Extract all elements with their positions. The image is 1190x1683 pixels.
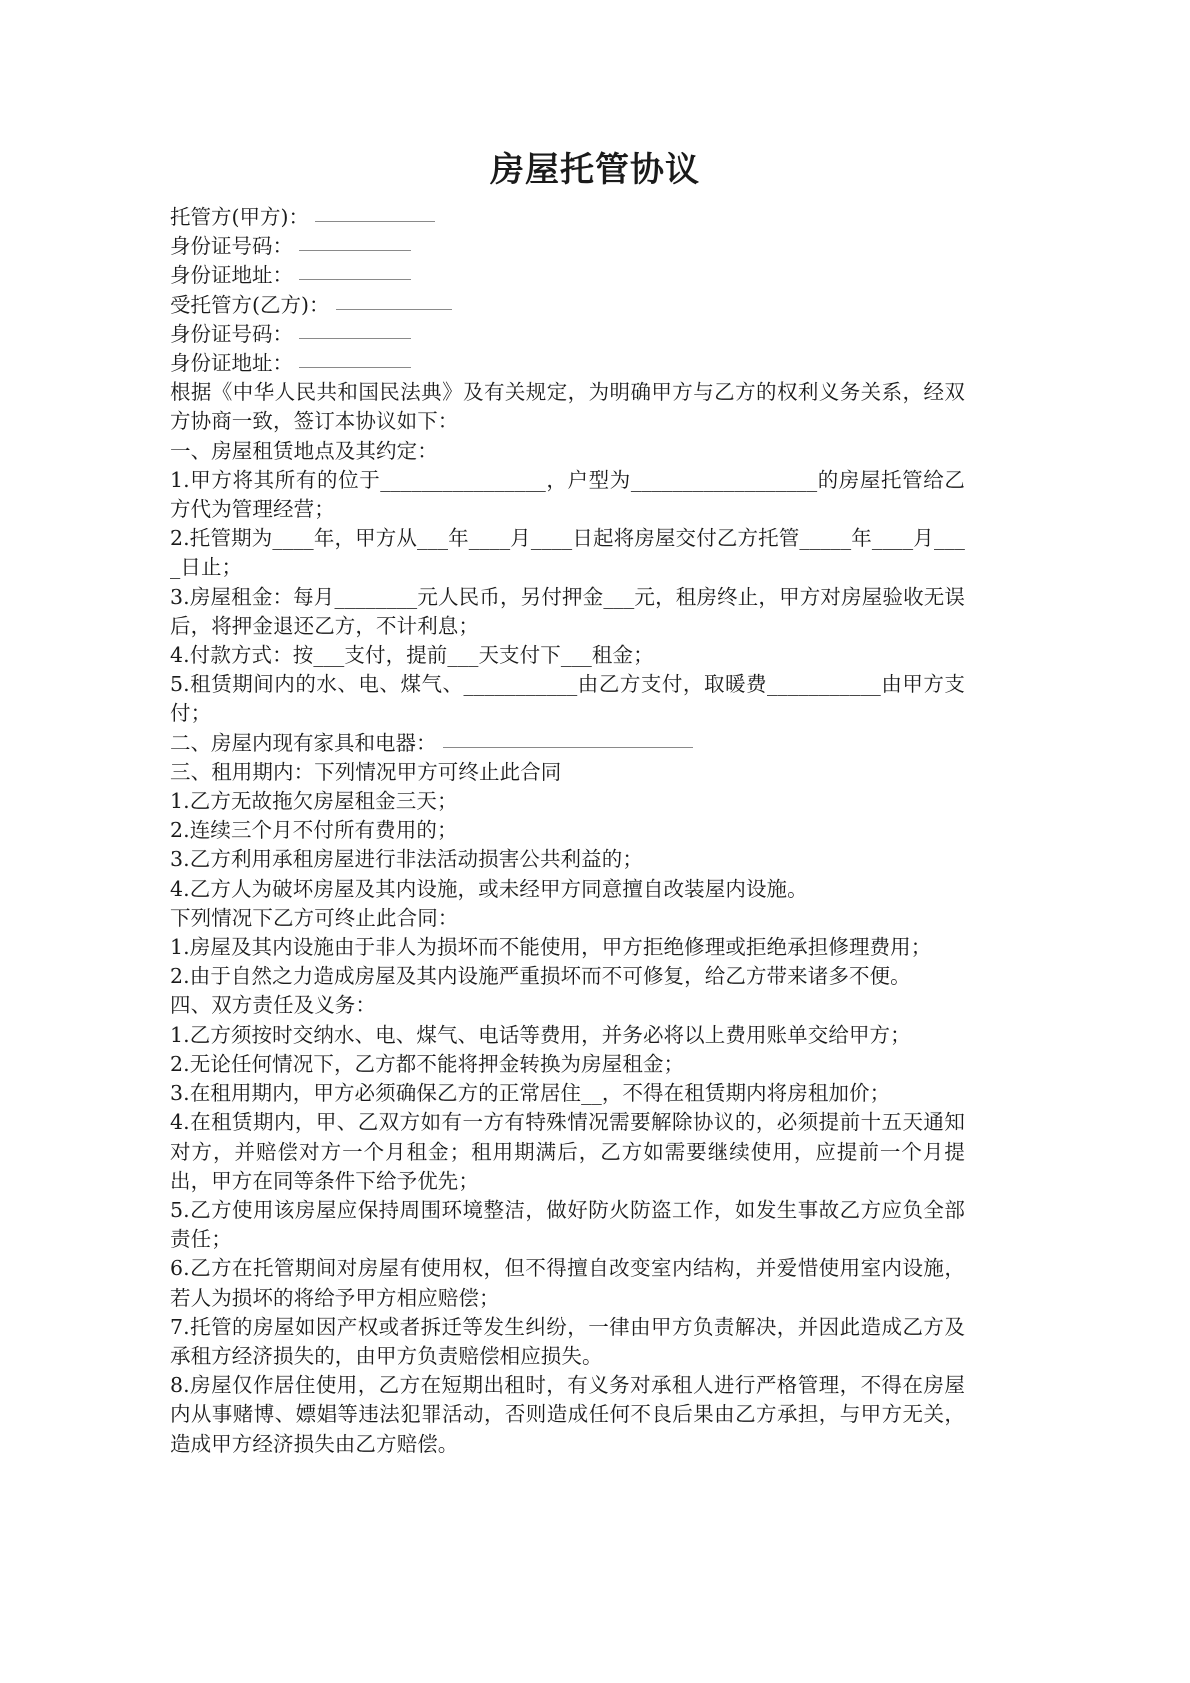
section-4-item-1: 1.乙方须按时交纳水、电、煤气、电话等费用，并务必将以上费用账单交给甲方；: [170, 1022, 911, 1047]
field-row-trustee: [170, 291, 965, 320]
field-rule-trustor[interactable]: [315, 221, 435, 222]
section-3-item-3: 3.乙方利用承租房屋进行非法活动损害公共利益的；: [170, 847, 643, 872]
section-3-subitem-2: 2.由于自然之力造成房屋及其内设施严重损坏而不可修复，给乙方带来诸多不便。: [170, 964, 911, 989]
section-1-item-4: 4.付款方式：按___支付，提前___天支付下___租金；: [170, 643, 654, 668]
field-rule-trustee-address[interactable]: [299, 367, 411, 368]
field-label-trustee-address: 身份证地址：: [170, 351, 293, 376]
field-rule-trustee-id[interactable]: [299, 338, 411, 339]
field-label-trustee-id: 身份证号码：: [170, 321, 293, 346]
section-3-item-4: 4.乙方人为破坏房屋及其内设施，或未经甲方同意擅自改装屋内设施。: [170, 876, 808, 901]
furniture-appliances-rule[interactable]: [443, 747, 693, 748]
section-heading-2: 二、房屋内现有家具和电器：: [170, 730, 437, 755]
section-heading-1: 一、房屋租赁地点及其约定：: [170, 438, 438, 463]
field-rule-trustor-address[interactable]: [299, 279, 411, 280]
section-1-item-1: 1.甲方将其所有的位于________________，户型为__________________的房屋托管给乙方代为管理经营；: [170, 467, 965, 522]
section-4-item-2: 2.无论任何情况下，乙方都不能将押金转换为房屋租金；: [170, 1051, 685, 1076]
field-label-trustor-id: 身份证号码：: [170, 234, 293, 259]
field-row-trustor: [170, 203, 965, 232]
section-1-item-3: 3.房屋租金：每月________元人民币，另付押金___元，租房终止，甲方对房屋验收无误后，将押金退还乙方，不计利息；: [170, 584, 965, 638]
section-4-item-4: 4.在租赁期内，甲、乙双方如有一方有特殊情况需要解除协议的，必须提前十五天通知对方，并赔偿对方一个月租金；租用期满后，乙方如需要继续使用，应提前一个月提出，甲方在同等条件下给予优先；: [170, 1110, 965, 1193]
section-4-item-5: 5.乙方使用该房屋应保持周围环境整洁，做好防火防盗工作，如发生事故乙方应负全部责任；: [170, 1197, 965, 1252]
field-label-trustor: 托管方(甲方)：: [170, 205, 309, 229]
section-heading-3: 三、租用期内：下列情况甲方可终止此合同: [170, 759, 562, 784]
section-3-item-2: 2.连续三个月不付所有费用的；: [170, 818, 458, 843]
preamble-paragraph: 根据《中华人民共和国民法典》及有关规定，为明确甲方与乙方的权利义务关系，经双方协商一致，签订本协议如下：: [170, 380, 965, 434]
section-heading-4: 四、双方责任及义务：: [170, 993, 376, 1018]
section-4-item-6: 6.乙方在托管期间对房屋有使用权，但不得擅自改变室内结构，并爱惜使用室内设施，若人为损坏的将给予甲方相应赔偿；: [170, 1256, 965, 1310]
document-body: [170, 203, 965, 1459]
section-4-item-8: 8.房屋仅作居住使用，乙方在短期出租时，有义务对承租人进行严格管理，不得在房屋内从事赌博、嫖娼等违法犯罪活动，否则造成任何不良后果由乙方承担，与甲方无关，造成甲方经济损失由乙方赔偿。: [170, 1373, 965, 1456]
field-label-trustor-address: 身份证地址：: [170, 263, 293, 288]
field-row-trustee-id: [170, 320, 965, 349]
section-3-subheading: 下列情况下乙方可终止此合同：: [170, 905, 459, 930]
field-label-trustee: 受托管方(乙方)：: [170, 292, 330, 317]
page-title: 房屋托管协议: [490, 150, 700, 190]
section-heading-2-row: [170, 729, 965, 758]
field-row-trustee-address: [170, 349, 965, 378]
section-4-item-3: 3.在租用期内，甲方必须确保乙方的正常居住__，不得在租赁期内将房租加价；: [170, 1081, 891, 1106]
field-rule-trustee[interactable]: [336, 309, 452, 310]
section-1-item-5: 5.租赁期间内的水、电、煤气、___________由乙方支付，取暖费___________由甲方支付；: [170, 672, 965, 726]
section-3-subitem-1: 1.房屋及其内设施由于非人为损坏而不能使用，甲方拒绝修理或拒绝承担修理费用；: [170, 935, 932, 960]
section-1-item-2: 2.托管期为____年，甲方从___年____月____日起将房屋交付乙方托管_____年____月____日止；: [170, 526, 965, 580]
field-row-trustor-id: [170, 232, 965, 261]
section-4-item-7: 7.托管的房屋如因产权或者拆迁等发生纠纷，一律由甲方负责解决，并因此造成乙方及承租方经济损失的，由甲方负责赔偿相应损失。: [170, 1314, 965, 1368]
section-3-item-1: 1.乙方无故拖欠房屋租金三天；: [170, 789, 458, 814]
field-rule-trustor-id[interactable]: [299, 250, 411, 251]
field-row-trustor-address: [170, 261, 965, 290]
